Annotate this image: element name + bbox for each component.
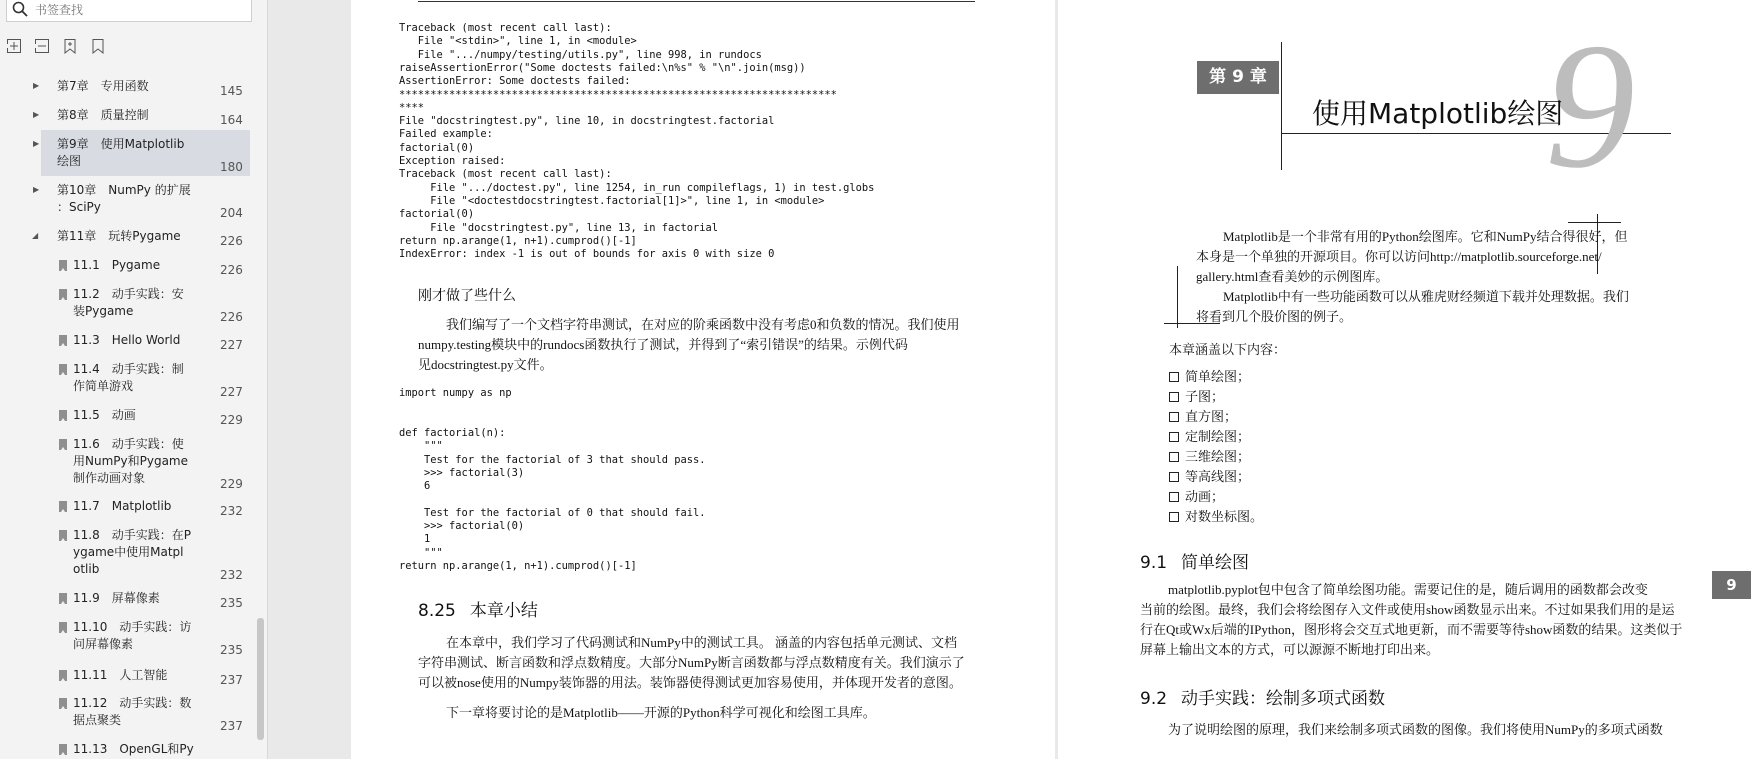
toc-item-chapter10[interactable]: ▶ 第10章 NumPy 的扩展 ：SciPy 204 [33,183,243,220]
section-title: 简单绘图 [1181,553,1250,573]
toc-item-chapter9[interactable]: ▶ 第9章 使用Matplotlib 绘图 180 [33,137,243,174]
topic-list-item [1169,406,1237,425]
code-line: File "<doctestdocstringtest.factorial[1]>", line 1, in <module> [399,194,825,207]
toc-item-chapter11[interactable]: ◢ 第11章 玩转Pygame 226 [32,229,243,248]
toc-item-11-2[interactable]: 11.2 动手实践：安 装Pygame 226 [0,286,258,326]
code-line: raiseAssertionError("Some doctests failed:\n%s" % "\n".join(msg)) [399,61,806,74]
toc-item-11-5[interactable]: 11.5 动画 229 [0,407,258,427]
paragraph-line: 屏幕上输出文本的方式，可以源源不断地打印出来。 [1140,642,1440,657]
topic-list-text: 子图； [1185,389,1225,404]
paragraph-line: 我们编写了一个文档字符串测试，在对应的阶乘函数中没有考虑0和负数的情况。我们使用 [446,317,960,332]
search-icon [12,1,28,17]
toc-item-11-13[interactable]: 11.13 OpenGL和Py [0,741,258,759]
code-line: Traceback (most recent call last): [399,22,612,34]
checkbox-bullet-icon [1169,452,1179,462]
bookmark-icon [59,501,67,512]
crop-mark [1568,222,1621,223]
topic-list-item [1169,506,1263,525]
topic-list-item [1169,426,1250,445]
paragraph-polynomial: 为了说明绘图的原理，我们来绘制多项式函数的图像。我们将使用NumPy的多项式函数 [1168,722,1663,737]
code-line: Test for the factorial of 0 that should fail. [399,506,706,519]
chapter-thumb-tab: 9 [1712,571,1751,599]
code-line: import numpy as np [399,387,512,399]
section-number: 8.25 [418,601,456,621]
bookmark-icon [59,530,67,541]
topic-list-item [1169,366,1250,385]
code-line: Failed example: [399,128,493,141]
checkbox-bullet-icon [1169,412,1179,422]
toc-item-11-8[interactable]: 11.8 动手实践：在P ygame中使用Matpl otlib 232 [0,527,258,585]
paragraph-line: 字符串测试、断言函数和浮点数精度。大部分NumPy断言函数都与浮点数精度有关。我们演示了 [418,655,965,670]
section-number: 9.2 [1140,689,1168,709]
checkbox-bullet-icon [1169,372,1179,382]
code-line: factorial(0) [399,208,475,221]
toc-item-11-7[interactable]: 11.7 Matplotlib 232 [0,498,258,518]
bookmark-icon[interactable] [90,38,106,54]
code-line: return np.arange(1, n+1).cumprod()[-1] [399,559,637,572]
paragraph-line: numpy.testing模块中的rundocs函数执行了测试，并得到了“索引错误”的结果。示例代码 [418,337,908,352]
topic-list-text: 三维绘图； [1185,449,1251,464]
topic-list-item [1169,486,1224,505]
sidebar-scrollbar-thumb[interactable] [257,618,264,740]
checkbox-bullet-icon [1169,432,1179,442]
collapse-all-icon[interactable] [34,38,50,54]
bookmark-icon [59,439,67,450]
chapter-title: 使用Matplotlib绘图 [1312,97,1564,130]
toc-item-11-4[interactable]: 11.4 动手实践：制 作简单游戏 227 [0,361,258,401]
bookmark-icon [59,698,67,709]
collapse-arrow-icon[interactable]: ◢ [32,231,39,240]
checkbox-bullet-icon [1169,392,1179,402]
bookmark-icon [59,364,67,375]
chapter-vertical-rule [1281,42,1282,170]
topic-list-item [1169,386,1224,405]
topic-list-text: 定制绘图； [1185,429,1251,444]
expand-arrow-icon[interactable]: ▶ [33,81,40,90]
code-line: IndexError: index -1 is out of bounds for axis 0 with size 0 [399,248,775,261]
paragraph-line: 在本章中，我们学习了代码测试和NumPy中的测试工具。 涵盖的内容包括单元测试、文档 [446,635,957,650]
paragraph-line: 行在Qt或Wx后端的IPython，图形将会交互式地更新，而不需要等待show函数的结果。这类似于 [1140,622,1683,637]
section-title: 本章小结 [469,601,538,621]
code-line: Exception raised: [399,155,506,167]
expand-arrow-icon[interactable]: ▶ [33,110,40,119]
toc-item-chapter7[interactable]: ▶ 第7章 专用函数 145 [33,79,243,98]
code-line: >>> factorial(0) [399,520,525,532]
code-line: """ [399,440,443,453]
code-line: **** [399,101,425,114]
section-heading-9-1 [1140,548,1249,573]
section-heading-summary [418,596,538,621]
bookmark-icon [59,410,67,421]
code-line: File ".../numpy/testing/utils.py", line 998, in rundocs [399,48,762,61]
intro-line: 本身是一个单独的开源项目。你可以访问http://matplotlib.sourceforge.net/ [1196,249,1602,264]
intro-line: Matplotlib中有一些功能函数可以从雅虎财经频道下载并处理数据。我们 [1223,289,1629,304]
chapter-label-box: 第 9 章 [1197,61,1279,94]
expand-arrow-icon[interactable]: ▶ [33,139,40,148]
topic-list-item [1169,466,1250,485]
document-page-right [1058,0,1751,759]
code-line: AssertionError: Some doctests failed: [399,75,631,88]
bookmark-icon [59,289,67,300]
bookmark-icon [59,593,67,604]
code-line: ********************************************************************** [399,88,837,101]
toc-item-11-11[interactable]: 11.11 人工智能 237 [0,667,258,687]
document-page-left [351,0,1055,759]
topic-list-text: 简单绘图； [1185,369,1251,384]
code-line: """ [399,546,443,559]
checkbox-bullet-icon [1169,472,1179,482]
bookmark-icon [59,670,67,681]
topic-list-text: 等高线图； [1185,469,1251,484]
expand-arrow-icon[interactable]: ▶ [33,185,40,194]
intro-line: gallery.html查看美妙的示例图库。 [1196,269,1389,284]
section-title: 动手实践：绘制多项式函数 [1181,689,1386,709]
intro-line: 将看到几个股价图的例子。 [1196,309,1353,324]
code-line: 6 [399,480,431,493]
code-line: >>> factorial(3) [399,466,525,479]
crop-mark [1177,266,1178,328]
expand-all-icon[interactable] [6,38,22,54]
topic-list-item [1169,446,1250,465]
paragraph-line: 见docstringtest.py文件。 [418,357,553,372]
heading-what-happened: 刚才做了些什么 [418,288,516,304]
add-bookmark-icon[interactable] [62,38,78,54]
toc-item-11-9[interactable]: 11.9 屏幕像素 235 [0,590,258,610]
chapter-big-number: 9 [1545,6,1635,205]
topic-list-text: 对数坐标图。 [1185,509,1264,524]
bookmark-toolbar [6,38,106,58]
checkbox-bullet-icon [1169,512,1179,522]
code-line: File "docstringtest.py", line 13, in factorial [399,221,719,234]
section-heading-9-2 [1140,684,1385,709]
paragraph-line: 当前的绘图。最终，我们会将绘图存入文件或使用show函数显示出来。不过如果我们用的是运 [1140,602,1675,617]
checkbox-bullet-icon [1169,492,1179,502]
paragraph-line: 可以被nose使用的Numpy装饰器的用法。装饰器使得测试更加容易使用，并体现开发者的意图。 [418,675,962,690]
intro-line: Matplotlib是一个非常有用的Python绘图库。它和NumPy结合得很好，但 [1223,229,1628,244]
toc-item-11-3[interactable]: 11.3 Hello World 227 [0,332,258,352]
topic-list-text: 直方图； [1185,409,1238,424]
code-line: def factorial(n): [399,426,506,439]
paragraph-line: matplotlib.pyplot包中包含了简单绘图功能。需要记住的是，随后调用的函数都会改变 [1168,582,1648,597]
code-line: Traceback (most recent call last): [399,168,612,181]
toc-item-11-12[interactable]: 11.12 动手实践：数 据点聚类 237 [0,695,258,735]
code-line: Test for the factorial of 3 that should pass. [399,453,706,466]
page-top-rule [418,1,975,2]
code-line: File "docstringtest.py", line 10, in docstringtest.factorial [399,115,775,128]
toc-item-11-10[interactable]: 11.10 动手实践：访 问屏幕像素 235 [0,619,258,659]
bookmark-icon [59,622,67,633]
paragraph-next-chapter: 下一章将要讨论的是Matplotlib——开源的Python科学可视化和绘图工具库。 [446,705,876,720]
code-line: 1 [399,533,431,546]
bookmark-icon [59,335,67,346]
bookmark-search-box[interactable] [6,0,252,22]
section-number: 9.1 [1140,553,1168,573]
bookmark-icon [59,744,67,755]
code-line: File ".../doctest.py", line 1254, in_run compileflags, 1) in test.globs [399,181,875,194]
code-line: factorial(0) [399,141,475,154]
code-line: File "<stdin>", line 1, in <module> [399,35,637,48]
bookmarks-sidebar [0,0,268,759]
bookmark-icon [59,260,67,271]
topic-list-text: 动画； [1185,489,1225,504]
toc-item-11-6[interactable]: 11.6 动手实践：使 用NumPy和Pygame 制作动画对象 229 [0,436,258,494]
bookmark-search-input[interactable] [35,0,245,20]
code-line: return np.arange(1, n+1).cumprod()[-1] [399,234,637,247]
toc-item-chapter8[interactable]: ▶ 第8章 质量控制 164 [33,108,243,127]
toc-item-11-1[interactable]: 11.1 Pygame 226 [0,257,258,277]
covers-label: 本章涵盖以下内容： [1169,342,1287,357]
